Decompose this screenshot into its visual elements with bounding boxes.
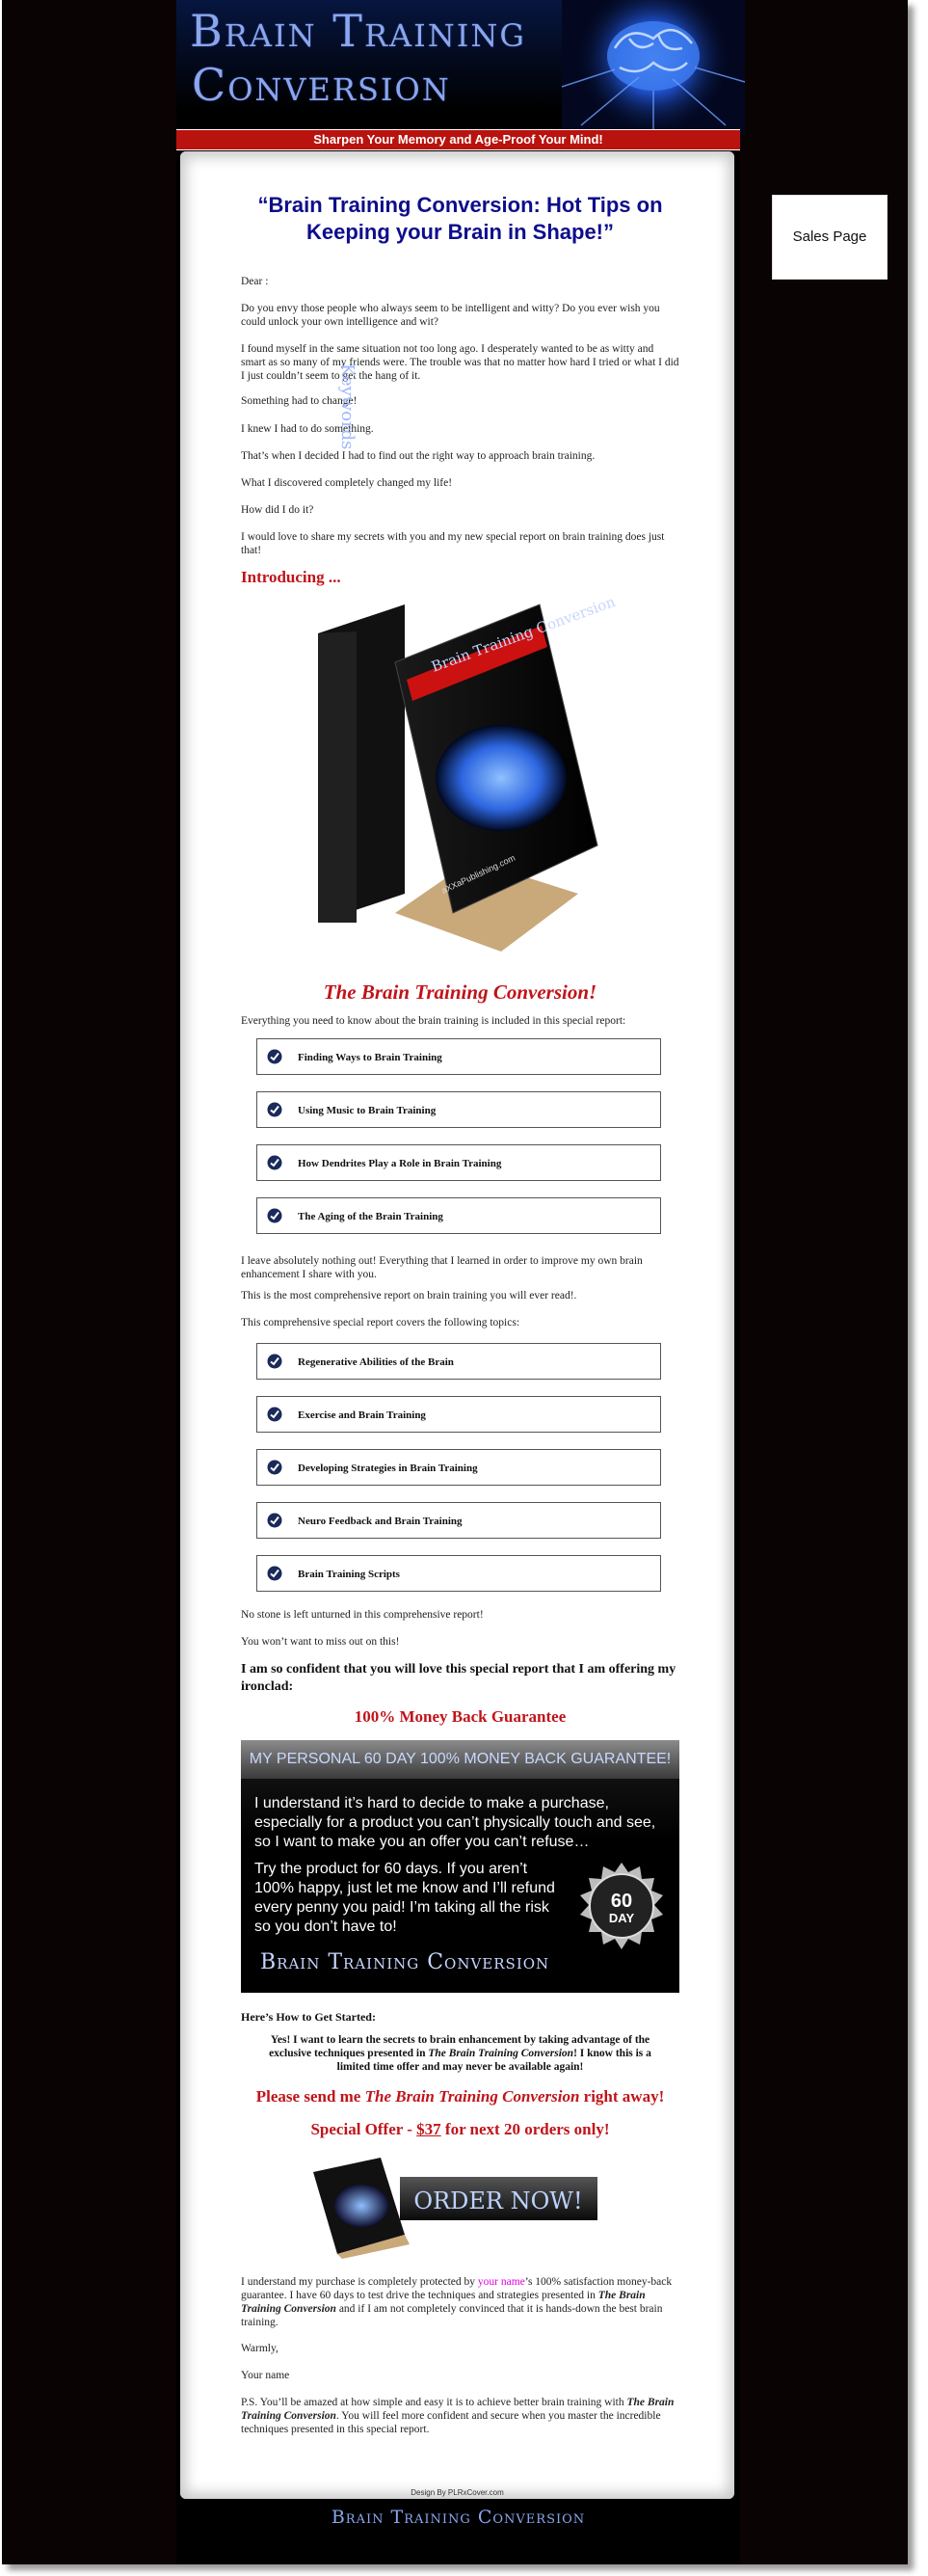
salutation: Dear : bbox=[241, 276, 269, 287]
sales-page-label: Sales Page bbox=[792, 228, 867, 245]
sign-off: Warmly, bbox=[241, 2343, 278, 2354]
design-credit[interactable]: Design By PLRxCover.com bbox=[411, 2488, 504, 2497]
protection-paragraph: I understand my purchase is completely protected by your name’s 100% satisfaction money-back guarantee. I have 60 days to test drive the techniques and strategies presented in The Brain Training Conversion and if I am not completely convinced that it is hands-down the best brain training. bbox=[241, 2276, 673, 2328]
topic-item bbox=[256, 1449, 661, 1486]
seal-day: DAY bbox=[608, 1911, 635, 1925]
topic-label: The Aging of the Brain Training bbox=[298, 1211, 443, 1222]
topic-item bbox=[256, 1502, 661, 1539]
sales-page-tab[interactable] bbox=[773, 196, 887, 279]
paragraph: What I discovered completely changed my life! bbox=[241, 477, 453, 489]
book-publisher: aXXaPublishing.com bbox=[439, 852, 517, 896]
topic-label: Developing Strategies in Brain Training bbox=[298, 1462, 478, 1474]
order-button-label: ORDER NOW! bbox=[413, 2187, 583, 2214]
paragraph: That’s when I decided I had to find out the right way to approach brain training. bbox=[241, 450, 596, 462]
checkmark-icon bbox=[267, 1155, 282, 1170]
paragraph: Something had to change! bbox=[241, 395, 358, 407]
topic-label: Brain Training Scripts bbox=[298, 1569, 400, 1580]
checkmark-icon bbox=[267, 1407, 282, 1422]
product-title: The Brain Training Conversion! bbox=[323, 980, 597, 1004]
tagline: Sharpen Your Memory and Age-Proof Your Mind! bbox=[313, 132, 603, 147]
topic-item bbox=[256, 1396, 661, 1433]
book-side-text: Keywords bbox=[337, 363, 358, 450]
topic-item bbox=[256, 1197, 661, 1234]
topic-item bbox=[256, 1343, 661, 1380]
checkmark-icon bbox=[267, 1049, 282, 1064]
guarantee-brand: Brain Training Conversion bbox=[260, 1950, 550, 1974]
guarantee-box bbox=[241, 1740, 679, 1993]
order-now-button[interactable] bbox=[313, 2153, 602, 2259]
sales-page bbox=[176, 0, 740, 2564]
seal-number: 60 bbox=[610, 1891, 633, 1912]
paragraph: I would love to share my secrets with you and my new special report on brain training does just that! bbox=[241, 531, 665, 556]
guarantee-text: I understand it’s hard to decide to make a purchase, especially for a product you can’t physically touch and see, so I want to make you an offer you can’t refuse… bbox=[254, 1795, 656, 1850]
topic-label: Exercise and Brain Training bbox=[298, 1409, 426, 1421]
seller-name: your name bbox=[477, 2276, 525, 2288]
footer-brand: Brain Training Conversion bbox=[331, 2507, 586, 2528]
tagline-bar bbox=[176, 129, 740, 150]
introducing-heading: Introducing ... bbox=[241, 568, 341, 586]
paragraph: This is the most comprehensive report on brain training you will ever read!. bbox=[241, 1290, 577, 1301]
special-offer: Special Offer - $37 for next 20 orders only! bbox=[310, 2120, 610, 2138]
yes-statement: Yes! I want to learn the secrets to brain enhancement by taking advantage of the exclusive techniques presented in The Brain Training Conversion! I know this is a limited time offer and may never be available again! bbox=[269, 2034, 651, 2073]
checkmark-icon bbox=[267, 1513, 282, 1528]
page-frame bbox=[2, 0, 908, 2564]
topic-item bbox=[256, 1038, 661, 1075]
paragraph: You won’t want to miss out on this! bbox=[241, 1636, 400, 1648]
checkmark-icon bbox=[267, 1102, 282, 1117]
paragraph: I found myself in the same situation not too long ago. I desperately wanted to be as witty and smart as so many of my friends were. The trouble was that no matter how hard I tried or what I did I just couldn’t seem to get the hang of it. bbox=[241, 343, 679, 382]
guarantee-bar: MY PERSONAL 60 DAY 100% MONEY BACK GUARANTEE! bbox=[241, 1740, 679, 1779]
headline: “Brain Training Conversion: Hot Tips on Keeping your Brain in Shape!” bbox=[257, 193, 663, 244]
paragraph: How did I do it? bbox=[241, 504, 314, 516]
signature-name: Your name bbox=[241, 2370, 290, 2381]
book-cover-title: Brain Training Conversion bbox=[429, 592, 618, 676]
guarantee-heading: 100% Money Back Guarantee bbox=[354, 1707, 567, 1726]
checkmark-icon bbox=[267, 1566, 282, 1581]
topic-label: Using Music to Brain Training bbox=[298, 1105, 437, 1116]
topic-label: Neuro Feedback and Brain Training bbox=[298, 1516, 463, 1527]
brain-graphic bbox=[562, 0, 745, 135]
confidence-statement: I am so confident that you will love this special report that I am offering my ironclad: bbox=[241, 1662, 676, 1694]
offer-price: $37 bbox=[416, 2120, 441, 2138]
topic-label: How Dendrites Play a Role in Brain Training bbox=[298, 1158, 502, 1169]
paragraph: This comprehensive special report covers the following topics: bbox=[241, 1317, 520, 1328]
checkmark-icon bbox=[267, 1208, 282, 1223]
checkmark-icon bbox=[267, 1460, 282, 1475]
topic-label: Finding Ways to Brain Training bbox=[298, 1052, 442, 1063]
guarantee-seal-icon bbox=[573, 1861, 670, 1957]
postscript: P.S. You’ll be amazed at how simple and easy it is to achieve better brain training with The Brain Training Conversion. You will feel more confident and secure when you master the incredible techniques presented in this special report. bbox=[241, 2397, 675, 2435]
paragraph: I knew I had to do something. bbox=[241, 423, 374, 435]
how-to-heading: Here’s How to Get Started: bbox=[241, 2010, 376, 2024]
site-title: Brain Training Conversion bbox=[190, 5, 526, 111]
paragraph: No stone is left unturned in this comprehensive report! bbox=[241, 1609, 484, 1621]
checkmark-icon bbox=[267, 1354, 282, 1369]
paragraph: Everything you need to know about the brain training is included in this special report: bbox=[241, 1015, 626, 1027]
send-request: Please send me The Brain Training Conversion right away! bbox=[255, 2087, 665, 2106]
content-panel bbox=[180, 151, 734, 2499]
topic-label: Regenerative Abilities of the Brain bbox=[298, 1356, 454, 1368]
paragraph: Do you envy those people who always seem to be intelligent and witty? Do you ever wish you could unlock your own intelligence and wit? bbox=[241, 303, 660, 328]
topic-item bbox=[256, 1144, 661, 1181]
paragraph: I leave absolutely nothing out! Everything that I learned in order to improve my own brain enhancement I share with you. bbox=[241, 1255, 643, 1280]
topic-item bbox=[256, 1091, 661, 1128]
header-banner bbox=[176, 0, 740, 129]
topic-item bbox=[256, 1555, 661, 1592]
guarantee-text: Try the product for 60 days. If you aren’t 100% happy, just let me know and I’ll refund every penny you paid! I’m taking all the risk so you don’t have to! bbox=[254, 1861, 555, 1935]
